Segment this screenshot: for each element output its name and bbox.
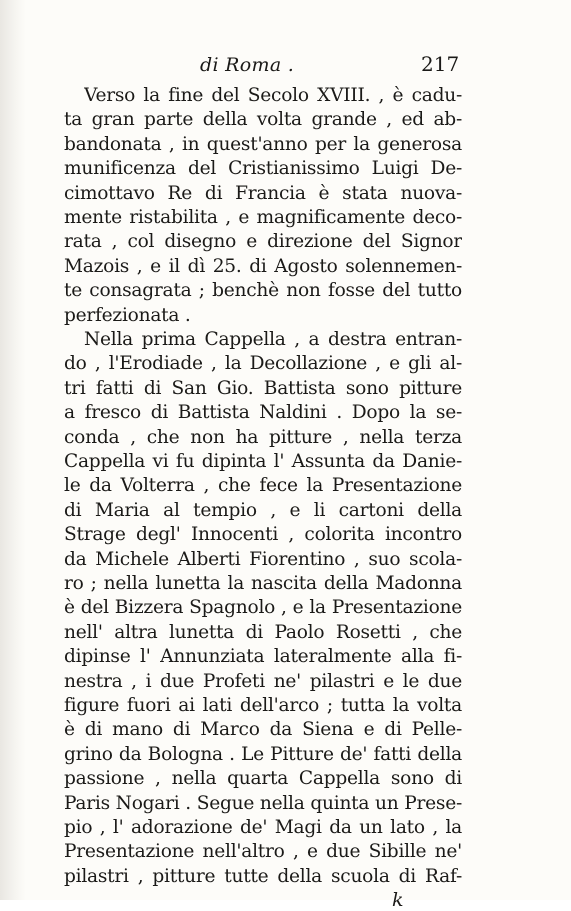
text-line: da Michele Alberti Fiorentino , suo scola- xyxy=(64,548,462,570)
text-line: tri fatti di San Gio. Battista sono pitture xyxy=(64,377,462,399)
text-line: grino da Bologna . Le Pitture de' fatti della xyxy=(64,743,462,765)
text-line: mente ristabilita , e magnificamente deco- xyxy=(64,207,462,228)
text-line: ro ; nella lunetta la nascita della Madonna xyxy=(64,573,462,594)
catchword: k xyxy=(392,889,404,911)
text-line: Strage degl' Innocenti , colorita incontro xyxy=(64,524,462,546)
text-line: do , l'Erodiade , la Decollazione , e gli al- xyxy=(64,353,462,375)
text-line: Paris Nogari . Segue nella quinta un Prese- xyxy=(64,792,462,814)
text-line: passione , nella quarta Cappella sono di xyxy=(64,768,462,790)
text-line: bandonata , in quest'anno per la generosa xyxy=(64,133,462,155)
text-line: Mazois , e il dì 25. di Agosto solennemen- xyxy=(64,255,462,277)
page-number: 217 xyxy=(421,52,460,76)
text-line: è di mano di Marco da Siena e di Pelle- xyxy=(64,719,462,741)
text-line: Cappella vi fu dipinta l' Assunta da Danie- xyxy=(64,451,462,472)
text-line: Nella prima Cappella , a destra entran- xyxy=(84,329,462,350)
text-line: Verso la fine del Secolo XVIII. , è cadu- xyxy=(84,85,462,106)
text-line: dipinse l' Annunziata lateralmente alla fi- xyxy=(64,646,462,668)
text-line: pilastri , pitture tutte della scuola di Raf- xyxy=(64,865,462,887)
text-line: te consagrata ; benchè non fosse del tutto xyxy=(64,280,462,302)
text-line: pio , l' adorazione de' Magi da un lato , la xyxy=(64,817,462,838)
text-line: a fresco di Battista Naldini . Dopo la se- xyxy=(64,402,462,424)
text-line: è del Bizzera Spagnolo , e la Presentazione xyxy=(64,597,462,619)
text-line: di Maria al tempio , e li cartoni della xyxy=(64,499,462,521)
text-line: Presentazione nell'altro , e due Sibille ne' xyxy=(64,841,462,863)
text-line: nell' altra lunetta di Paolo Rosetti , che xyxy=(64,621,462,643)
text-line: rata , col disegno e direzione del Signor xyxy=(64,231,462,253)
text-line: le da Volterra , che fece la Presentazione xyxy=(64,475,462,497)
text-line: munificenza del Cristianissimo Luigi De- xyxy=(64,158,462,180)
text-line: cimottavo Re di Francia è stata nuova- xyxy=(64,182,462,204)
text-line: figure fuori ai lati dell'arco ; tutta la volta xyxy=(64,695,462,716)
text-line: conda , che non ha pitture , nella terza xyxy=(64,426,462,448)
running-title: di Roma . xyxy=(200,54,295,76)
text-line: perfezionata . xyxy=(64,304,191,326)
text-line: nestra , i due Profeti ne' pilastri e le due xyxy=(64,670,462,692)
text-line: ta gran parte della volta grande , ed ab- xyxy=(64,109,462,131)
